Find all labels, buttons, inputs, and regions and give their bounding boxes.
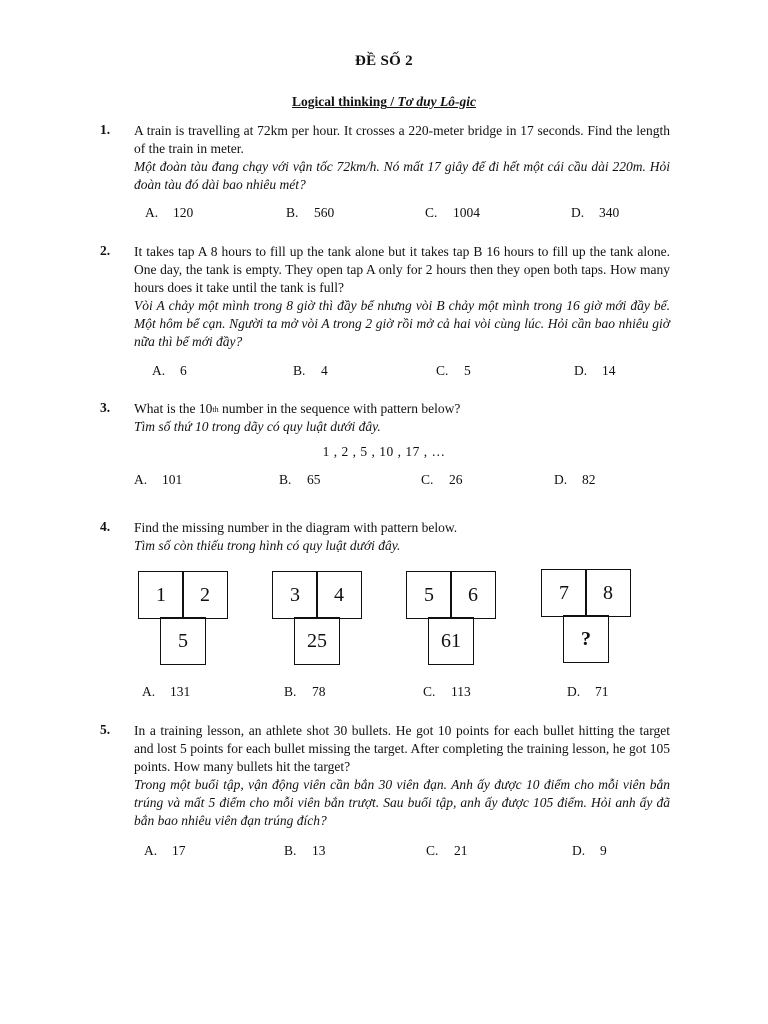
question-text-en: What is the 10th number in the sequence with pattern below? bbox=[134, 401, 461, 416]
choice-c[interactable]: C. 1004 bbox=[425, 205, 480, 220]
diagram-cell-bottom: 25 bbox=[294, 617, 340, 665]
question-text bbox=[134, 722, 670, 830]
question-4 bbox=[100, 519, 670, 555]
choice-b[interactable]: B. 13 bbox=[284, 843, 326, 858]
diagram-cell-top-left: 1 bbox=[138, 571, 184, 619]
section-heading bbox=[0, 94, 768, 110]
diagram-cell-bottom: ? bbox=[563, 615, 609, 663]
choice-d[interactable]: D. 340 bbox=[571, 205, 620, 220]
question-text bbox=[134, 519, 670, 555]
question-number: 3. bbox=[100, 400, 111, 415]
question-number: 1. bbox=[100, 122, 111, 137]
choice-d[interactable]: D. 71 bbox=[567, 684, 609, 699]
question-2 bbox=[100, 243, 670, 351]
diagram-cell-top-right: 6 bbox=[450, 571, 496, 619]
question-text-vi: Một đoàn tàu đang chạy với vận tốc 72km/h. Nó mất 17 giây để đi hết một cái cầu dài 220m. Hỏi đoàn tàu đó dài bao nhiêu mét? bbox=[134, 159, 670, 192]
choice-b[interactable]: B. 4 bbox=[293, 363, 328, 378]
choice-d[interactable]: D. 9 bbox=[572, 843, 607, 858]
choice-c[interactable]: C. 21 bbox=[426, 843, 468, 858]
choice-b[interactable]: B. 65 bbox=[279, 472, 321, 487]
question-text-vi: Vòi A chảy một mình trong 8 giờ thì đầy bể nhưng vòi B chảy một mình trong 16 giờ mới đầy bể. Một hôm bể cạn. Người ta mở vòi A trong 2 giờ rồi mở cả hai vòi cùng lúc. Hỏi cần bao nhiêu giờ nữa thì bể mới đầy? bbox=[134, 298, 670, 349]
choice-d[interactable]: D. 14 bbox=[574, 363, 616, 378]
diagram-cell-top-right: 8 bbox=[585, 569, 631, 617]
question-text bbox=[134, 122, 670, 194]
section-title-vi: Tơ duy Lô-gic bbox=[397, 94, 476, 109]
choice-a[interactable]: A. 101 bbox=[134, 472, 183, 487]
pattern-diagram-4 bbox=[541, 569, 633, 665]
question-text-vi: Tìm số thứ 10 trong dãy có quy luật dưới đây. bbox=[134, 419, 381, 434]
choice-a[interactable]: A. 131 bbox=[142, 684, 191, 699]
section-title-en: Logical thinking / Tơ duy Lô-gic bbox=[292, 94, 476, 109]
choice-b[interactable]: B. 560 bbox=[286, 205, 335, 220]
choice-c[interactable]: C. 113 bbox=[423, 684, 471, 699]
choice-a[interactable]: A. 6 bbox=[152, 363, 187, 378]
diagram-cell-top-left: 5 bbox=[406, 571, 452, 619]
question-text bbox=[134, 243, 670, 351]
question-text-vi: Trong một buổi tập, vận động viên cần bắn 30 viên đạn. Anh ấy được 10 điểm cho mỗi viên bắn trúng và mất 5 điểm cho mỗi viên bắn trượt. Sau buổi tập, anh ấy được 105 điểm. Hỏi anh ấy đã bắn bao nhiêu viên đạn trúng đích? bbox=[134, 777, 670, 828]
page-title: ĐỀ SỐ 2 bbox=[355, 53, 413, 69]
number-sequence: 1 , 2 , 5 , 10 , 17 , … bbox=[322, 444, 446, 459]
choice-c[interactable]: C. 5 bbox=[436, 363, 471, 378]
diagram-cell-top-left: 3 bbox=[272, 571, 318, 619]
choice-a[interactable]: A. 120 bbox=[145, 205, 194, 220]
diagram-cell-bottom: 61 bbox=[428, 617, 474, 665]
question-text-en: Find the missing number in the diagram with pattern below. bbox=[134, 520, 458, 535]
question-text bbox=[134, 400, 670, 436]
diagram-cell-top-left: 7 bbox=[541, 569, 587, 617]
question-text-vi: Tìm số còn thiếu trong hình có quy luật dưới đây. bbox=[134, 538, 401, 553]
question-5 bbox=[100, 722, 670, 830]
question-number: 5. bbox=[100, 722, 111, 737]
diagram-cell-bottom: 5 bbox=[160, 617, 206, 665]
question-text-en: A train is travelling at 72km per hour. It crosses a 220-meter bridge in 17 seconds. Find the length of the train in meter. bbox=[134, 123, 670, 156]
diagram-cell-top-right: 2 bbox=[182, 571, 228, 619]
question-text-en: It takes tap A 8 hours to fill up the tank alone but it takes tap B 16 hours to fill up the tank alone. One day, the tank is empty. They open tap A only for 2 hours then they open both taps. How many hours does it take until the tank is full? bbox=[134, 244, 670, 295]
pattern-diagram-1 bbox=[138, 571, 230, 667]
question-3 bbox=[100, 400, 670, 436]
question-number: 2. bbox=[100, 243, 111, 258]
diagram-cell-top-right: 4 bbox=[316, 571, 362, 619]
pattern-diagram-3 bbox=[406, 571, 498, 667]
choice-c[interactable]: C. 26 bbox=[421, 472, 463, 487]
choice-b[interactable]: B. 78 bbox=[284, 684, 326, 699]
choice-d[interactable]: D. 82 bbox=[554, 472, 596, 487]
question-number: 4. bbox=[100, 519, 111, 534]
choice-a[interactable]: A. 17 bbox=[144, 843, 186, 858]
pattern-diagram-2 bbox=[272, 571, 364, 667]
question-text-en: In a training lesson, an athlete shot 30 bullets. He got 10 points for each bullet hitting the target and lost 5 points for each bullet missing the target. After completing the training lesson, he got 105 points. How many bullets hit the target? bbox=[134, 723, 670, 774]
question-1 bbox=[100, 122, 670, 194]
